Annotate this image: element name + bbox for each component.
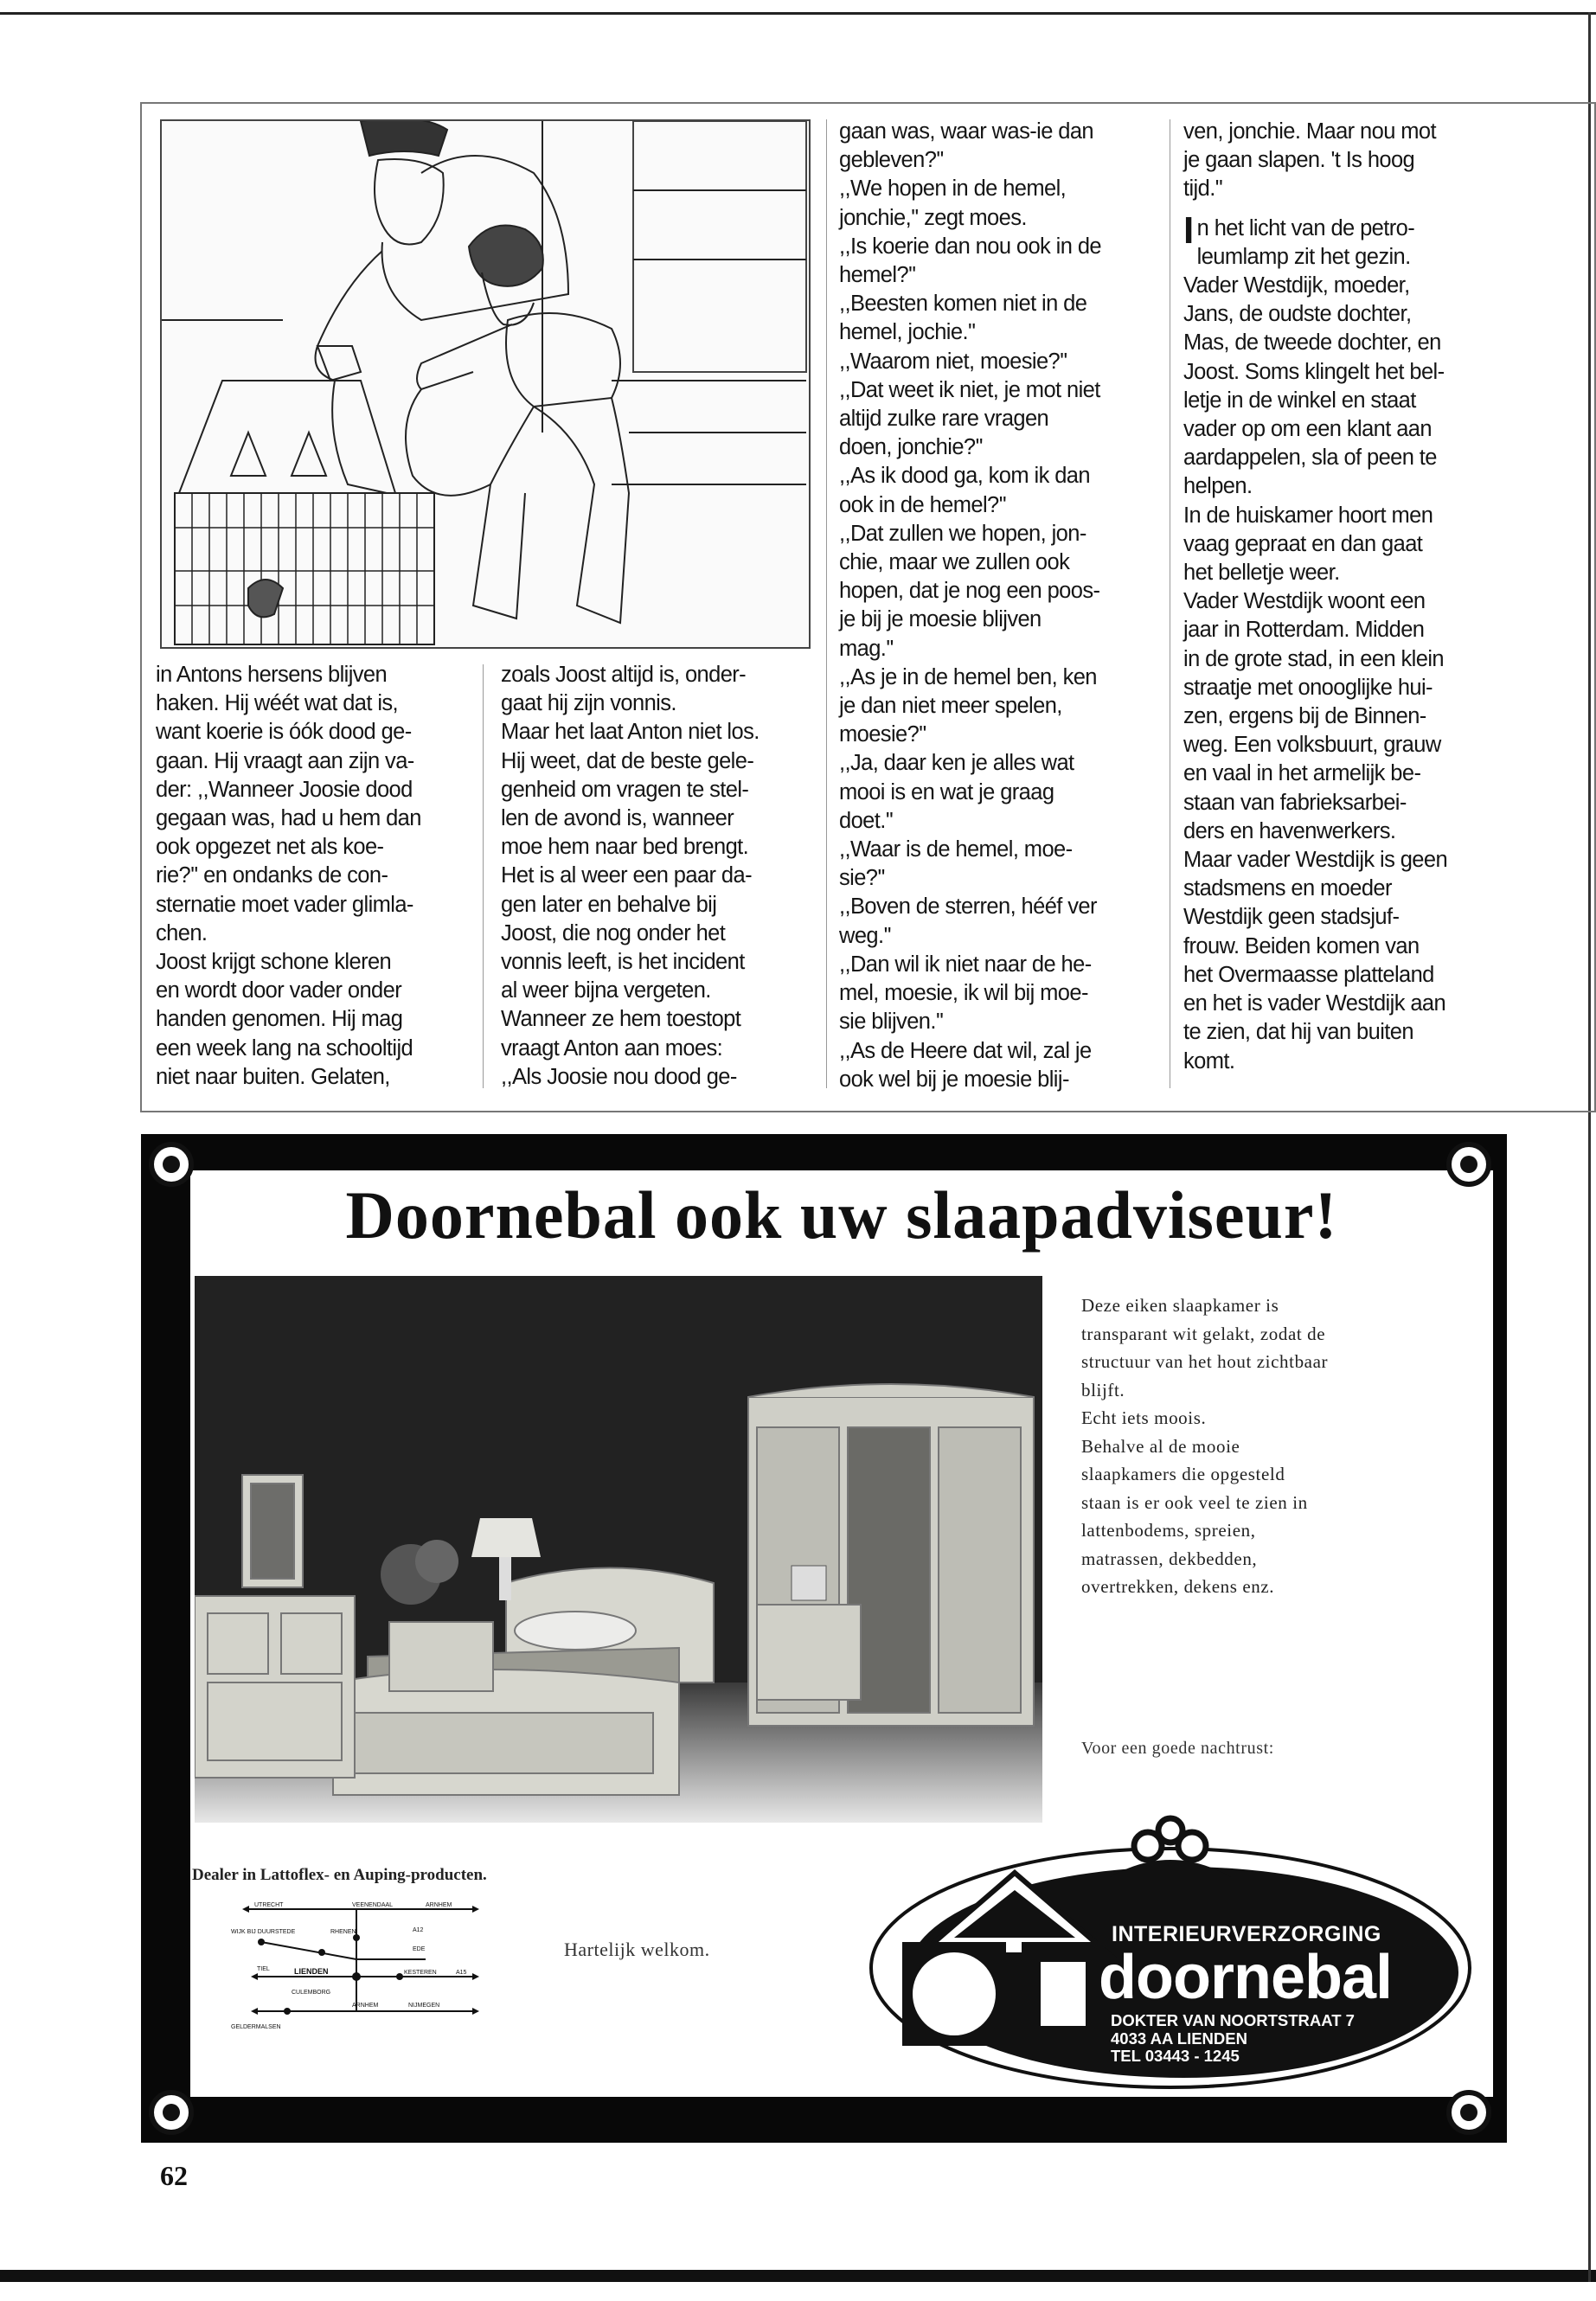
text-line: doet.'' xyxy=(839,808,894,833)
text-line: ven, jonchie. Maar nou mot xyxy=(1183,119,1436,144)
text-line xyxy=(1183,208,1512,252)
map-label: ARNHEM xyxy=(352,2003,379,2009)
text-line: een week lang na schooltijd xyxy=(156,1035,413,1061)
phone-line: TEL 03443 - 1245 xyxy=(1111,2047,1240,2065)
text-line: mag.'' xyxy=(839,636,894,661)
text-line: gen later en behalve bij xyxy=(501,892,717,917)
column-rule xyxy=(483,664,484,1088)
map-label: A15 xyxy=(456,1970,467,1976)
text-line: gaan was, waar was-ie dan xyxy=(839,119,1094,144)
text-line: mel, moesie, ik wil bij moe- xyxy=(839,981,1088,1006)
text-line: aardappelen, sla of peen te xyxy=(1183,445,1437,471)
map-label: ARNHEM xyxy=(426,1902,452,1908)
text-line: letje in de winkel en staat xyxy=(1183,388,1416,413)
rivet-icon xyxy=(149,2090,194,2135)
welcome-text: Hartelijk welkom. xyxy=(564,1939,710,1960)
text-line: stadsmens en moeder xyxy=(1183,876,1392,901)
text-line: altijd zulke rare vragen xyxy=(839,407,1049,432)
text-line: je dan niet meer spelen, xyxy=(839,694,1062,719)
text-line: ,,Beesten komen niet in de xyxy=(839,292,1087,317)
text-line: hemel, jochie.'' xyxy=(839,320,976,345)
text-line: vonnis leeft, is het incident xyxy=(501,950,745,975)
text-line: Mas, de tweede dochter, en xyxy=(1183,330,1441,356)
text-line: je gaan slapen. 't Is hoog xyxy=(1183,148,1415,173)
text-line: ,,Waar is de hemel, moe- xyxy=(839,837,1073,862)
text-line: en vaal in het armelijk be- xyxy=(1183,761,1421,786)
map-label: UTRECHT xyxy=(254,1902,284,1908)
text-line: gaan. Hij vraagt aan zijn va- xyxy=(156,748,414,773)
text-line: Maar het laat Anton niet los. xyxy=(501,720,760,745)
text-line: Echt iets moois. xyxy=(1081,1407,1207,1428)
text-line: sie?'' xyxy=(839,866,885,891)
text-line: en wordt door vader onder xyxy=(156,978,402,1003)
text-line: Het is al weer een paar da- xyxy=(501,863,752,888)
map-label: LIENDEN xyxy=(294,1967,329,1976)
text-line: vraagt Anton aan moes: xyxy=(501,1035,723,1061)
text-line: gebleven?'' xyxy=(839,148,944,173)
article-column-2 xyxy=(501,661,821,1092)
text-line: ,,Dan wil ik niet naar de he- xyxy=(839,952,1092,977)
text-line: het Overmaasse platteland xyxy=(1183,962,1434,987)
text-line: in de grote stad, in een klein xyxy=(1183,646,1444,671)
text-line: je bij je moesie blijven xyxy=(839,607,1042,632)
text-line: leumlamp zit het gezin. xyxy=(1196,244,1411,269)
article-column-1 xyxy=(156,661,476,1092)
text-line: ,,Dat zullen we hopen, jon- xyxy=(839,521,1086,546)
text-line: tijd.'' xyxy=(1183,176,1223,202)
map-label: CULEMBORG xyxy=(292,1990,331,1996)
text-line: ,,As de Heere dat wil, zal je xyxy=(839,1038,1092,1063)
text-line: weg.'' xyxy=(839,923,892,948)
text-line: transparant wit gelakt, zodat de xyxy=(1081,1323,1326,1344)
illustration xyxy=(160,119,811,649)
text-line: vader op om een klant aan xyxy=(1183,417,1432,442)
text-line: ,,Als Joosie nou dood ge- xyxy=(501,1064,737,1089)
logo-tagline: INTERIEURVERZORGING xyxy=(1112,1922,1381,1946)
text-line: handen genomen. Hij mag xyxy=(156,1007,403,1032)
text-line: jonchie,'' zegt moes. xyxy=(839,205,1027,230)
text-line: matrassen, dekbedden, xyxy=(1081,1548,1258,1569)
text-line: Behalve al de mooie xyxy=(1081,1435,1240,1457)
illustration-drawing xyxy=(162,121,809,647)
dealer-line: Dealer in Lattoflex- en Auping-producten. xyxy=(192,1866,487,1884)
map-label: WIJK BIJ DUURSTEDE xyxy=(231,1929,296,1935)
text-line: doen, jonchie?'' xyxy=(839,435,984,460)
text-line: jaar in Rotterdam. Midden xyxy=(1183,618,1425,643)
map-label: EDE xyxy=(413,1946,426,1952)
text-line: blijft. xyxy=(1081,1379,1125,1400)
text-line: moesie?'' xyxy=(839,722,926,747)
text-line: vaag gepraat en dan gaat xyxy=(1183,531,1423,556)
text-line: ,,Boven de sterren, hééf ver xyxy=(839,894,1097,920)
text-line: Deze eiken slaapkamer is xyxy=(1081,1295,1279,1316)
text-line: staan is er ook veel te zien in xyxy=(1081,1491,1308,1513)
rivet-icon xyxy=(149,1142,194,1187)
text-line: lattenbodems, spreien, xyxy=(1081,1520,1256,1541)
map-label: NIJMEGEN xyxy=(408,2003,440,2009)
text-line: straatje met onooglijke hui- xyxy=(1183,675,1433,700)
ad-nachtrust: Voor een goede nachtrust: xyxy=(1081,1739,1274,1758)
text-line: haken. Hij wéét wat dat is, xyxy=(156,691,399,716)
text-line: zoals Joost altijd is, onder- xyxy=(501,663,747,687)
text-line: in Antons hersens blijven xyxy=(156,663,388,687)
text-line: ,,As je in de hemel ben, ken xyxy=(839,664,1097,689)
text-line: staan van fabrieksarbei- xyxy=(1183,790,1407,815)
text-line: Westdijk geen stadsjuf- xyxy=(1183,905,1400,930)
text-line: Vader Westdijk, moeder, xyxy=(1183,273,1410,298)
text-line: Maar vader Westdijk is geen xyxy=(1183,848,1448,873)
text-line: weg. Een volksbuurt, grauw xyxy=(1183,733,1441,758)
text-line: frouw. Beiden komen van xyxy=(1183,933,1420,958)
text-line: Hij weet, dat de beste gele- xyxy=(501,748,754,773)
text-line: len de avond is, wanneer xyxy=(501,806,734,831)
page-number: 62 xyxy=(160,2160,188,2191)
text-line: Vader Westdijk woont een xyxy=(1183,589,1426,614)
text-line: ook wel bij je moesie blij- xyxy=(839,1067,1069,1092)
ad-description xyxy=(1081,1292,1445,1601)
text-line: gaat hij zijn vonnis. xyxy=(501,691,676,716)
text-line: chen. xyxy=(156,920,208,945)
text-line: helpen. xyxy=(1183,474,1253,499)
text-line: hemel?'' xyxy=(839,263,916,288)
map-label: VEENENDAAL xyxy=(352,1902,394,1908)
text-line: ders en havenwerkers. xyxy=(1183,818,1396,843)
text-line: chie, maar we zullen ook xyxy=(839,550,1070,575)
map-label: TIEL xyxy=(257,1966,270,1972)
address-line: 4033 AA LIENDEN xyxy=(1111,2029,1247,2048)
article-column-4 xyxy=(1183,118,1512,1076)
opening-hours: VRIJDAG KOOPAVOND - DINSDAGMIDDAG GESLOTEN xyxy=(234,2079,576,2093)
text-line: want koerie is óók dood ge- xyxy=(156,720,412,745)
map-label: A12 xyxy=(413,1927,424,1933)
logo-address xyxy=(1111,2012,1355,2066)
text-line: Wanneer ze hem toestopt xyxy=(501,1007,741,1032)
route-map xyxy=(227,1899,486,2037)
text-line: al weer bijna vergeten. xyxy=(501,978,711,1003)
text-line: ,,Waarom niet, moesie?'' xyxy=(839,349,1067,374)
column-rule xyxy=(826,119,827,1088)
text-line: ,,As ik dood ga, kom ik dan xyxy=(839,464,1090,489)
map-label: KESTEREN xyxy=(404,1970,437,1976)
text-line: Joost. Soms klingelt het bel- xyxy=(1183,359,1445,384)
text-line: der: ,,Wanneer Joosie dood xyxy=(156,777,413,802)
text-line: ook in de hemel?'' xyxy=(839,492,1007,517)
address-line: DOKTER VAN NOORTSTRAAT 7 xyxy=(1111,2011,1355,2029)
text-line: sie blijven.'' xyxy=(839,1009,944,1035)
map-label: GELDERMALSEN xyxy=(231,2024,281,2030)
text-line: Joost krijgt schone kleren xyxy=(156,950,392,975)
text-line: moe hem naar bed brengt. xyxy=(501,835,749,860)
text-line: ook opgezet net als koe- xyxy=(156,835,384,860)
text-line: te zien, dat hij van buiten xyxy=(1183,1020,1413,1045)
text-line: Jans, de oudste dochter, xyxy=(1183,302,1412,327)
text-line: rie?'' en ondanks de con- xyxy=(156,863,388,888)
text-line: ,,Ja, daar ken je alles wat xyxy=(839,751,1074,776)
text-line: hopen, dat je nog een poos- xyxy=(839,579,1100,604)
text-line: het belletje weer. xyxy=(1183,561,1340,586)
logo-wordmark: doornebal xyxy=(1099,1943,1393,2012)
slogan: Maakt het Wonen Gezelliger! xyxy=(238,2038,576,2067)
text-line: structuur van het hout zichtbaar xyxy=(1081,1351,1329,1372)
text-line: komt. xyxy=(1183,1048,1235,1074)
ad-title: Doornebal ook uw slaapadviseur! xyxy=(345,1177,1338,1253)
text-line: Joost, die nog onder het xyxy=(501,920,726,945)
text-line: en het is vader Westdijk aan xyxy=(1183,991,1446,1016)
text-line: zen, ergens bij de Binnen- xyxy=(1183,704,1426,729)
text-line: mooi is en wat je graag xyxy=(839,779,1054,804)
text-line: ,,Is koerie dan nou ook in de xyxy=(839,234,1101,259)
bedroom-photo xyxy=(195,1276,1042,1823)
bedroom-photo-drawing xyxy=(195,1276,1042,1823)
text-line: ,,Dat weet ik niet, je mot niet xyxy=(839,377,1100,402)
article-column-3 xyxy=(839,118,1159,1094)
text-line-continued: n het licht van de petro- xyxy=(1196,215,1415,240)
text-line: gegaan was, had u hem dan xyxy=(156,806,421,831)
text-line: niet naar buiten. Gelaten, xyxy=(156,1064,390,1089)
text-line: In de huiskamer hoort men xyxy=(1183,503,1433,528)
text-line: slaapkamers die opgesteld xyxy=(1081,1464,1285,1484)
map-label: RHENEN xyxy=(330,1929,356,1935)
rivet-icon xyxy=(1446,2090,1491,2135)
drop-cap: I xyxy=(1183,208,1194,252)
text-line: genheid om vragen te stel- xyxy=(501,777,749,802)
text-line: ,,We hopen in de hemel, xyxy=(839,176,1067,202)
text-line: overtrekken, dekens enz. xyxy=(1081,1576,1275,1597)
text-line: sternatie moet vader glimla- xyxy=(156,892,413,917)
